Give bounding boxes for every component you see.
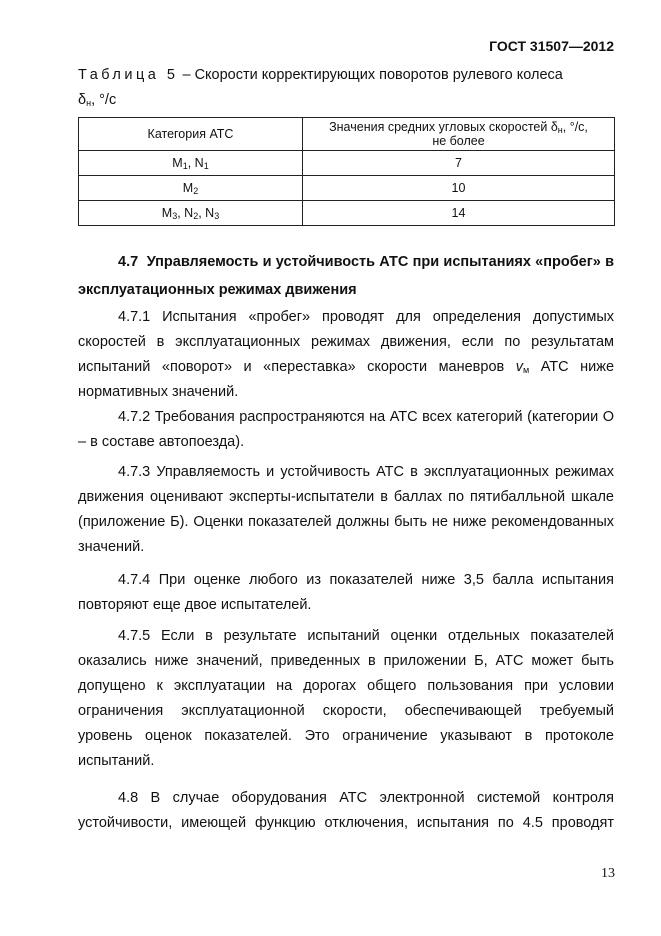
table-caption <box>78 63 614 113</box>
cat-sub: 3 <box>214 211 220 221</box>
p471-var: v <box>515 359 524 375</box>
page-number: 13 <box>601 866 615 881</box>
cat-text: M <box>161 206 173 220</box>
cat-text: , N <box>177 206 194 220</box>
cat-text: M <box>182 181 194 195</box>
row-category <box>79 151 303 176</box>
cat-text: , N <box>187 156 204 170</box>
p471-text: 4.7.1 Испытания «пробег» проводят для определения допустимых скоростей в эксплуатационных режимах движения, если по результатам испытаний «поворот» и «переставка» скорости маневров <box>78 309 614 375</box>
speed-table <box>78 117 615 226</box>
document-header: ГОСТ 31507—2012 <box>489 38 614 54</box>
p471-text-end: АТС ниже нормативных значений. <box>78 359 615 400</box>
paragraph-4-7-4: 4.7.4 При оценке любого из показателей ниже 3,5 балла испытания повторяют еще двое испытателей. <box>78 572 614 613</box>
row-value: 7 <box>303 151 615 176</box>
section-heading <box>78 248 614 304</box>
row-value: 14 <box>303 201 615 226</box>
col-header-category: Категория АТС <box>79 118 303 151</box>
col2-header-sub: н <box>557 125 563 135</box>
col2-header-c: не более <box>432 134 485 148</box>
paragraph-4-7-1 <box>78 305 614 405</box>
cat-text: M <box>172 156 183 170</box>
table-row <box>79 151 615 176</box>
table-row <box>79 201 615 226</box>
paragraph-4-7-5: 4.7.5 Если в результате испытаний оценки отдельных показателей оказались ниже значений, приведенных в приложении Б, АТС может быть допущено к эксплуатации на дорогах общего пользования при условии ограничения эксплуатационной скорости, обеспечивающей требуемый уровень оценок показателей. Это ограничение указывают в протоколе испытаний. <box>78 628 614 769</box>
cat-sub: 2 <box>193 186 199 196</box>
caption-unit: , °/с <box>91 92 117 108</box>
row-category <box>79 176 303 201</box>
col-header-values <box>303 118 615 151</box>
row-value: 10 <box>303 176 615 201</box>
table-header-row <box>79 118 615 151</box>
cat-sub: 2 <box>193 211 199 221</box>
cat-sub: 3 <box>172 211 178 221</box>
section-number: 4.7 <box>118 254 139 270</box>
paragraph-4-7-3: 4.7.3 Управляемость и устойчивость АТС в эксплуатационных режимах движения оценивают эксперты-испытатели в баллах по пятибалльной шкале (приложение Б). Оценки показателей должны быть не ниже рекомендованных значений. <box>78 464 614 555</box>
table-caption-text: – Скорости корректирующих поворотов рулевого колеса <box>178 67 563 83</box>
caption-symbol-sub: н <box>86 98 92 108</box>
col2-header-a: Значения средних угловых скоростей δ <box>329 120 558 134</box>
table-label: Таблица 5 <box>78 67 179 83</box>
table-row <box>79 176 615 201</box>
paragraph-4-7-2: 4.7.2 Требования распространяются на АТС всех категорий (категории О – в составе автопоезда). <box>78 409 614 450</box>
col2-header-b: , °/с, <box>562 120 588 134</box>
cat-sub: 1 <box>203 161 209 171</box>
caption-symbol: δ <box>78 92 87 108</box>
row-category <box>79 201 303 226</box>
paragraph-4-8: 4.8 В случае оборудования АТС электронной системой контроля устойчивости, имеющей функцию отключения, испытания по 4.5 проводят <box>78 790 614 831</box>
section-title: Управляемость и устойчивость АТС при испытаниях «пробег» в эксплуатационных режимах движения <box>78 254 614 298</box>
cat-text: , N <box>198 206 215 220</box>
cat-sub: 1 <box>182 161 188 171</box>
p471-sub: м <box>523 365 530 375</box>
